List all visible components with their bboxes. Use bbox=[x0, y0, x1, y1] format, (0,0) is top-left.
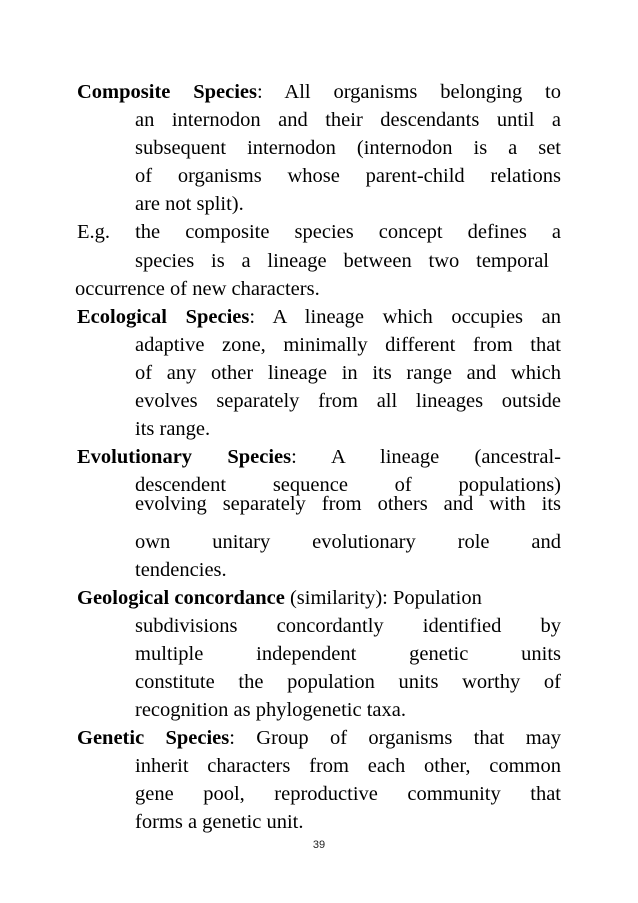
definition-line: inherit characters from each other, common bbox=[135, 755, 561, 778]
example-line: E.g. the composite species concept defines a bbox=[77, 221, 561, 244]
definition-line: subsequent internodon (internodon is a set bbox=[135, 137, 561, 160]
definition-line: an internodon and their descendants until a bbox=[135, 109, 561, 132]
definition-text: : All organisms belonging to bbox=[257, 81, 561, 103]
definition-line: its range. bbox=[135, 418, 211, 441]
page-body bbox=[77, 78, 561, 837]
entry-genetic-species bbox=[77, 724, 561, 836]
entry-first-line bbox=[77, 78, 561, 106]
entry-ecological-species bbox=[77, 303, 561, 443]
definition-text: : A lineage (ancestral- bbox=[291, 446, 561, 469]
definition-line: multiple independent genetic units bbox=[135, 642, 561, 665]
term-heading: Geological concordance bbox=[77, 586, 285, 609]
definition-line: of organisms whose parent-child relations bbox=[135, 165, 561, 188]
entry-first-line bbox=[77, 303, 561, 331]
definition-text: : Group of organisms that may bbox=[229, 727, 561, 750]
definition-line: recognition as phylogenetic taxa. bbox=[135, 699, 406, 722]
definition-text: : A lineage which occupies an bbox=[249, 305, 561, 328]
entry-composite-species bbox=[77, 78, 561, 218]
definition-line: constitute the population units worthy of bbox=[135, 670, 561, 693]
page-number: 39 bbox=[312, 839, 326, 851]
definition-line: adaptive zone, minimally different from that bbox=[135, 333, 561, 356]
term-heading: Ecological Species bbox=[77, 305, 250, 328]
entry-evolutionary-species bbox=[77, 443, 561, 583]
example-line: occurrence of new characters. bbox=[75, 277, 320, 300]
definition-line: subdivisions concordantly identified by bbox=[135, 614, 561, 637]
entry-first-line bbox=[77, 584, 561, 612]
term-heading: Composite Species bbox=[77, 81, 258, 103]
entry-example bbox=[77, 218, 561, 302]
definition-line: forms a genetic unit. bbox=[135, 811, 304, 834]
term-heading: Genetic Species bbox=[77, 727, 230, 750]
definition-line: own unitary evolutionary role and bbox=[135, 530, 561, 553]
definition-text: (similarity): Population bbox=[284, 586, 482, 609]
definition-line: evolving separately from others and with its bbox=[135, 493, 561, 516]
definition-line: gene pool, reproductive community that bbox=[135, 783, 561, 806]
example-line: species is a lineage between two temporal bbox=[135, 249, 549, 272]
definition-line: tendencies. bbox=[135, 558, 227, 581]
definition-line: are not split). bbox=[135, 193, 244, 216]
entry-first-line bbox=[77, 724, 561, 752]
entry-geological-concordance bbox=[77, 584, 561, 724]
definition-line: descendent sequence of populations) bbox=[135, 474, 561, 497]
definition-line: of any other lineage in its range and which bbox=[135, 361, 561, 384]
term-heading: Evolutionary Species bbox=[77, 446, 292, 469]
definition-line: evolves separately from all lineages outside bbox=[135, 390, 561, 413]
entry-first-line bbox=[77, 443, 561, 471]
